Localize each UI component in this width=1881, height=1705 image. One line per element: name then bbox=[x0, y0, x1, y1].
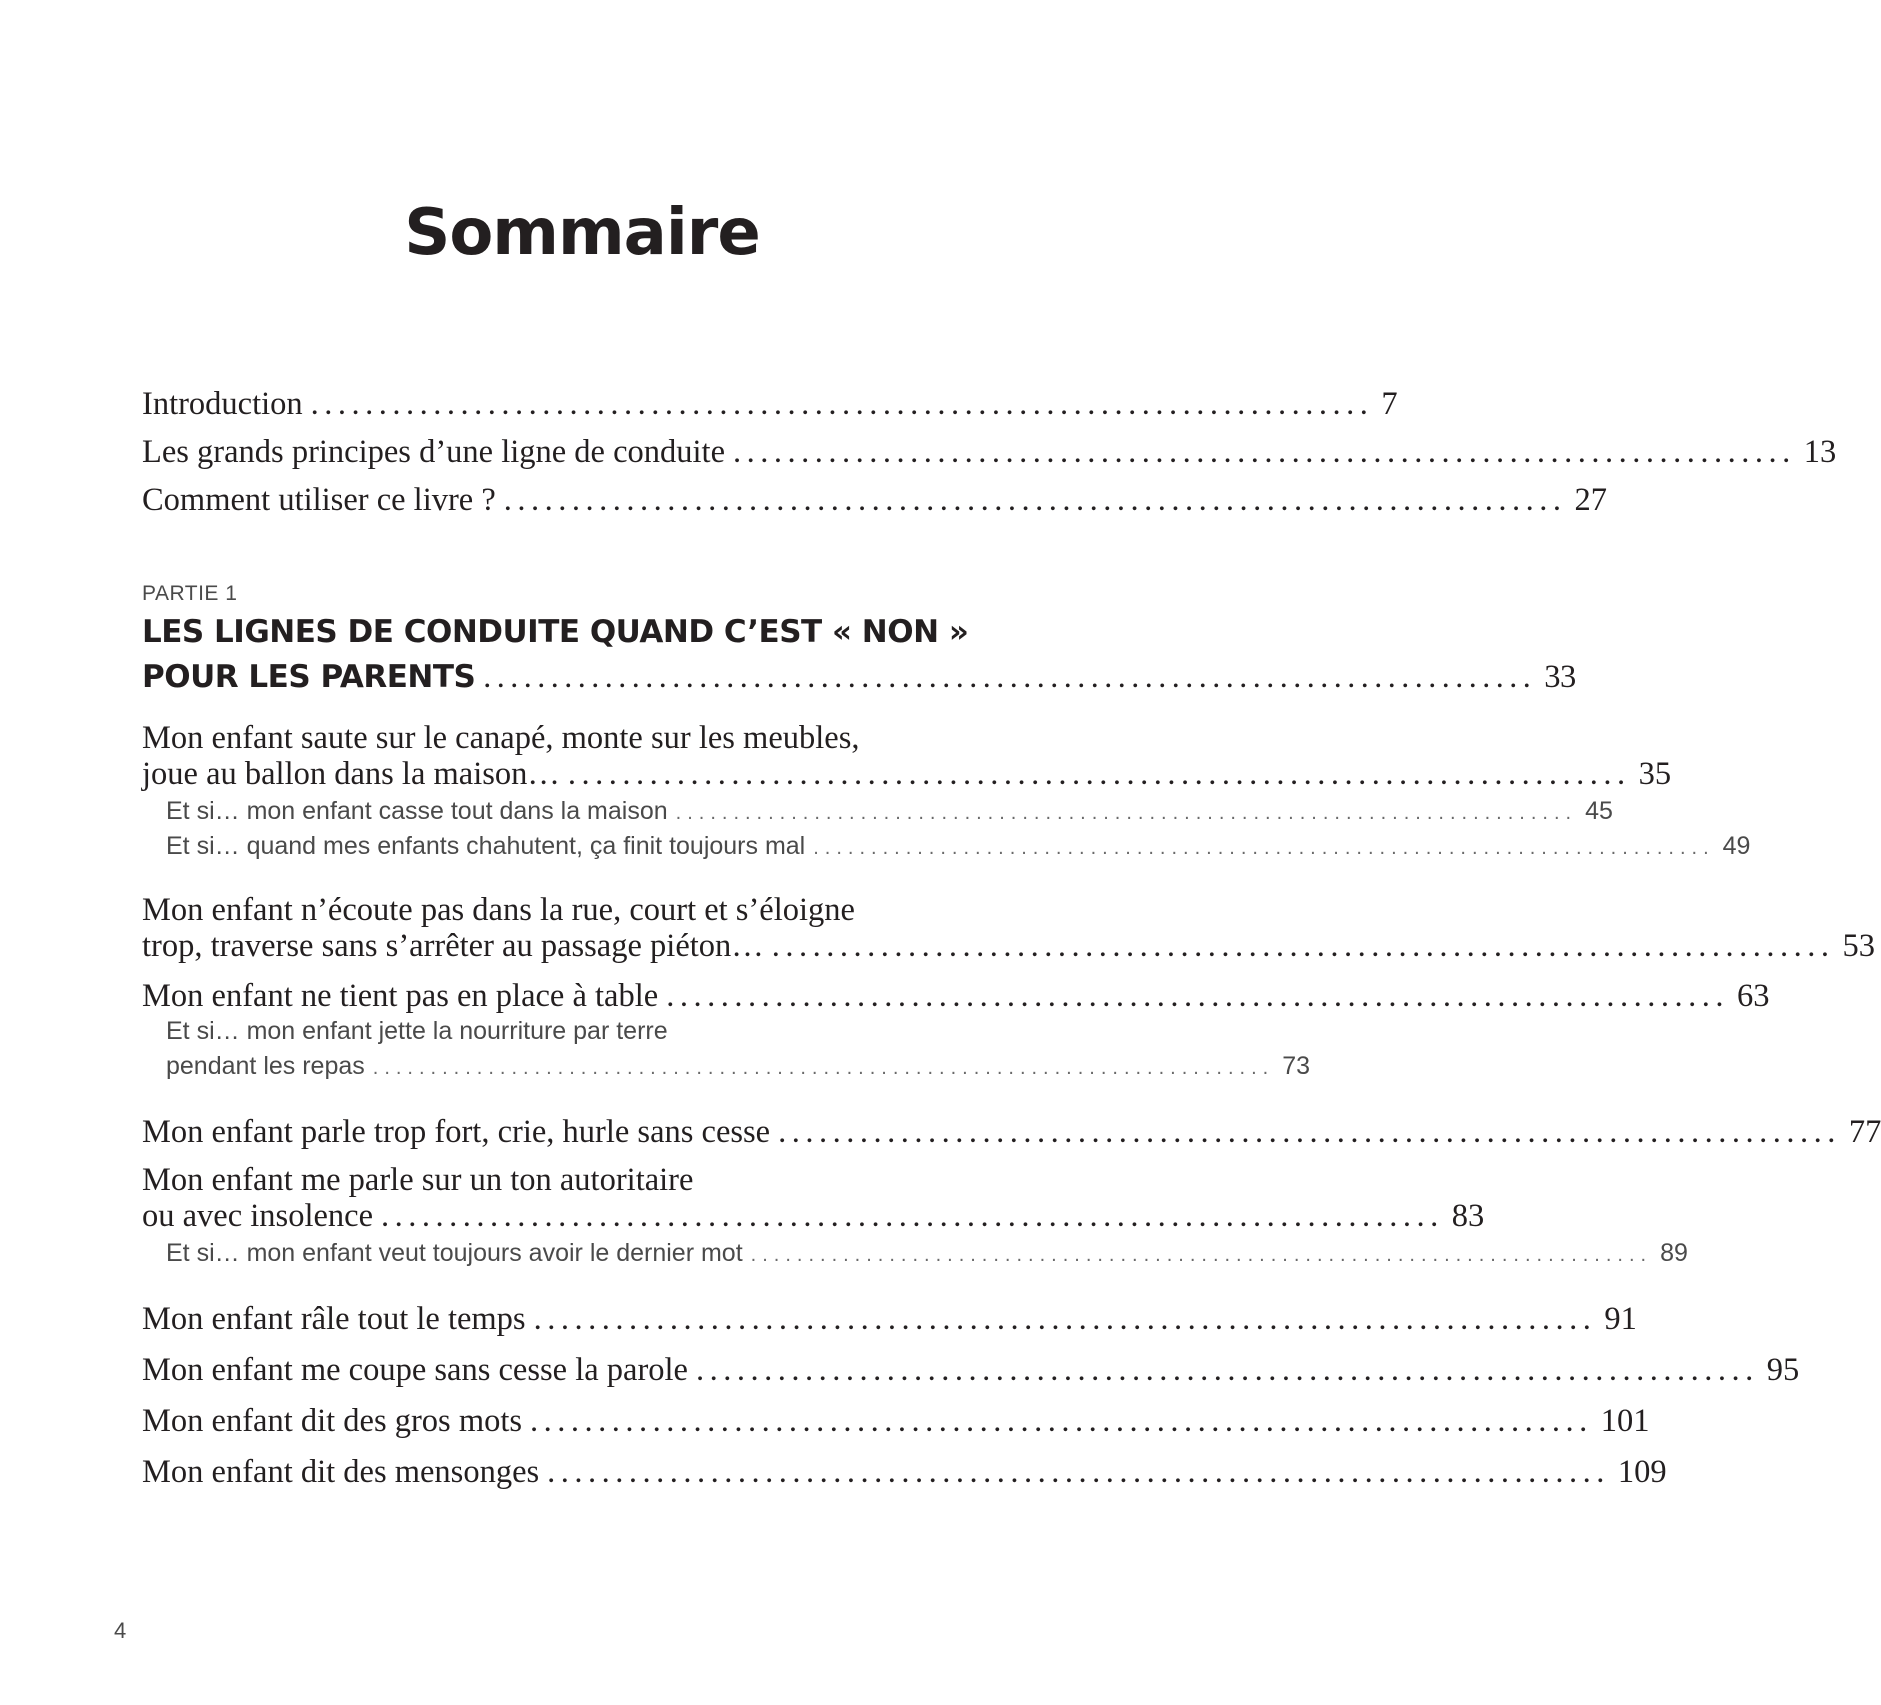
dot-leader: .............................................................................. bbox=[310, 386, 1374, 422]
toc-entry[interactable] bbox=[142, 720, 1672, 792]
toc-entry-title: Mon enfant dit des gros mots bbox=[142, 1403, 523, 1439]
toc-entry[interactable] bbox=[142, 482, 1608, 518]
toc-subentry-page: 45 bbox=[1585, 797, 1613, 825]
dot-leader: .............................................................................. bbox=[567, 756, 1631, 792]
part-title-line2: POUR LES PARENTS bbox=[142, 659, 476, 695]
toc-entry-title-line2: trop, traverse sans s’arrêter au passage piéton… bbox=[142, 928, 764, 964]
dot-leader: .............................................................................. bbox=[778, 1114, 1841, 1150]
toc-entry-last-line bbox=[142, 756, 1672, 792]
toc-subentry-title: Et si… mon enfant veut toujours avoir le dernier mot bbox=[166, 1239, 743, 1267]
toc-entry-title-line1: Mon enfant me parle sur un ton autoritaire bbox=[142, 1162, 694, 1198]
toc-entry-page: 109 bbox=[1617, 1454, 1667, 1490]
toc-part bbox=[142, 582, 1576, 698]
toc-entry-page: 27 bbox=[1574, 482, 1608, 518]
toc-subentry-title-line1: Et si… mon enfant jette la nourriture par terre bbox=[166, 1017, 668, 1045]
part-title-line1: LES LIGNES DE CONDUITE QUAND C’EST « NON » bbox=[142, 614, 969, 650]
toc-entry-title: Mon enfant ne tient pas en place à table bbox=[142, 978, 659, 1014]
toc-subentry-last-line bbox=[142, 1049, 1310, 1084]
toc-entry-title: Introduction bbox=[142, 386, 303, 422]
dot-leader: .............................................................................. bbox=[381, 1198, 1444, 1234]
toc-subentry[interactable] bbox=[142, 829, 1751, 864]
part-label: PARTIE 1 bbox=[142, 582, 238, 605]
toc-entry-title: Mon enfant me coupe sans cesse la parole bbox=[142, 1352, 688, 1388]
dot-leader: .............................................................................. bbox=[813, 837, 1715, 859]
toc-subentry[interactable] bbox=[142, 1014, 1310, 1084]
toc-entry-title-line1: Mon enfant saute sur le canapé, monte sur les meubles, bbox=[142, 720, 860, 756]
folio: 4 bbox=[114, 1618, 127, 1643]
toc-entry-last-line bbox=[142, 928, 1876, 964]
toc-entry-title: Comment utiliser ce livre ? bbox=[142, 482, 496, 518]
toc-entry[interactable] bbox=[142, 1454, 1667, 1490]
toc-entry-title: Mon enfant dit des mensonges bbox=[142, 1454, 540, 1490]
toc-entry-page: 77 bbox=[1848, 1114, 1881, 1150]
dot-leader: .............................................................................. bbox=[750, 1244, 1653, 1266]
toc-entry[interactable] bbox=[142, 1114, 1881, 1150]
part-title-entry[interactable] bbox=[142, 654, 1576, 698]
toc-subentry-page: 49 bbox=[1722, 832, 1751, 860]
toc-entry-page: 101 bbox=[1600, 1403, 1650, 1439]
toc-entry-page: 91 bbox=[1604, 1301, 1637, 1337]
dot-leader: .............................................................................. bbox=[666, 978, 1729, 1014]
toc-subentry-title: Et si… quand mes enfants chahutent, ça finit toujours mal bbox=[166, 832, 806, 860]
toc-entry-title-line1: Mon enfant n’écoute pas dans la rue, court et s’éloigne bbox=[142, 892, 855, 928]
toc-entry[interactable] bbox=[142, 1301, 1637, 1337]
toc-entry[interactable] bbox=[142, 1352, 1800, 1388]
dot-leader: .............................................................................. bbox=[675, 802, 1578, 824]
toc-subentry-page: 89 bbox=[1660, 1239, 1688, 1267]
toc-entry-title: Mon enfant parle trop fort, crie, hurle sans cesse bbox=[142, 1114, 771, 1150]
toc-entry-page: 35 bbox=[1638, 756, 1672, 792]
toc-entry-title-line2: joue au ballon dans la maison… bbox=[142, 756, 560, 792]
dot-leader: .............................................................................. bbox=[483, 658, 1537, 694]
toc-entry-page: 13 bbox=[1803, 434, 1837, 470]
dot-leader: .............................................................................. bbox=[695, 1352, 1759, 1388]
toc-entry[interactable] bbox=[142, 386, 1398, 422]
toc-entry-last-line bbox=[142, 1198, 1485, 1234]
toc-entry[interactable] bbox=[142, 1162, 1485, 1234]
toc-entry[interactable] bbox=[142, 434, 1837, 470]
dot-leader: .............................................................................. bbox=[530, 1403, 1593, 1439]
toc-entry-title-line2: ou avec insolence bbox=[142, 1198, 374, 1234]
toc-entry[interactable] bbox=[142, 1403, 1650, 1439]
toc-intro bbox=[142, 386, 1837, 518]
toc-entry[interactable] bbox=[142, 978, 1770, 1014]
toc-entry-page: 63 bbox=[1736, 978, 1770, 1014]
toc-entry-page: 7 bbox=[1381, 386, 1398, 422]
toc-entry[interactable] bbox=[142, 892, 1876, 964]
toc-chapters bbox=[142, 720, 1881, 1490]
toc-subentry[interactable] bbox=[142, 794, 1613, 829]
dot-leader: .............................................................................. bbox=[771, 928, 1835, 964]
toc-subentry[interactable] bbox=[142, 1236, 1688, 1271]
toc-entry-page: 53 bbox=[1842, 928, 1876, 964]
toc-entry-title: Les grands principes d’une ligne de conduite bbox=[142, 434, 726, 470]
toc-entry-title: Mon enfant râle tout le temps bbox=[142, 1301, 526, 1337]
toc-entry-page: 83 bbox=[1451, 1198, 1485, 1234]
toc-entry-page: 33 bbox=[1544, 659, 1576, 695]
dot-leader: .............................................................................. bbox=[547, 1454, 1610, 1490]
dot-leader: .............................................................................. bbox=[503, 482, 1567, 518]
toc-entry-page: 95 bbox=[1766, 1352, 1800, 1388]
dot-leader: .............................................................................. bbox=[372, 1057, 1275, 1079]
page-title: Sommaire bbox=[404, 196, 760, 270]
toc-subentry-title: Et si… mon enfant casse tout dans la maison bbox=[166, 797, 668, 825]
toc-subentry-title-line2: pendant les repas bbox=[166, 1052, 365, 1080]
dot-leader: .............................................................................. bbox=[533, 1301, 1597, 1337]
dot-leader: .............................................................................. bbox=[733, 434, 1796, 470]
toc-subentry-page: 73 bbox=[1282, 1052, 1310, 1080]
